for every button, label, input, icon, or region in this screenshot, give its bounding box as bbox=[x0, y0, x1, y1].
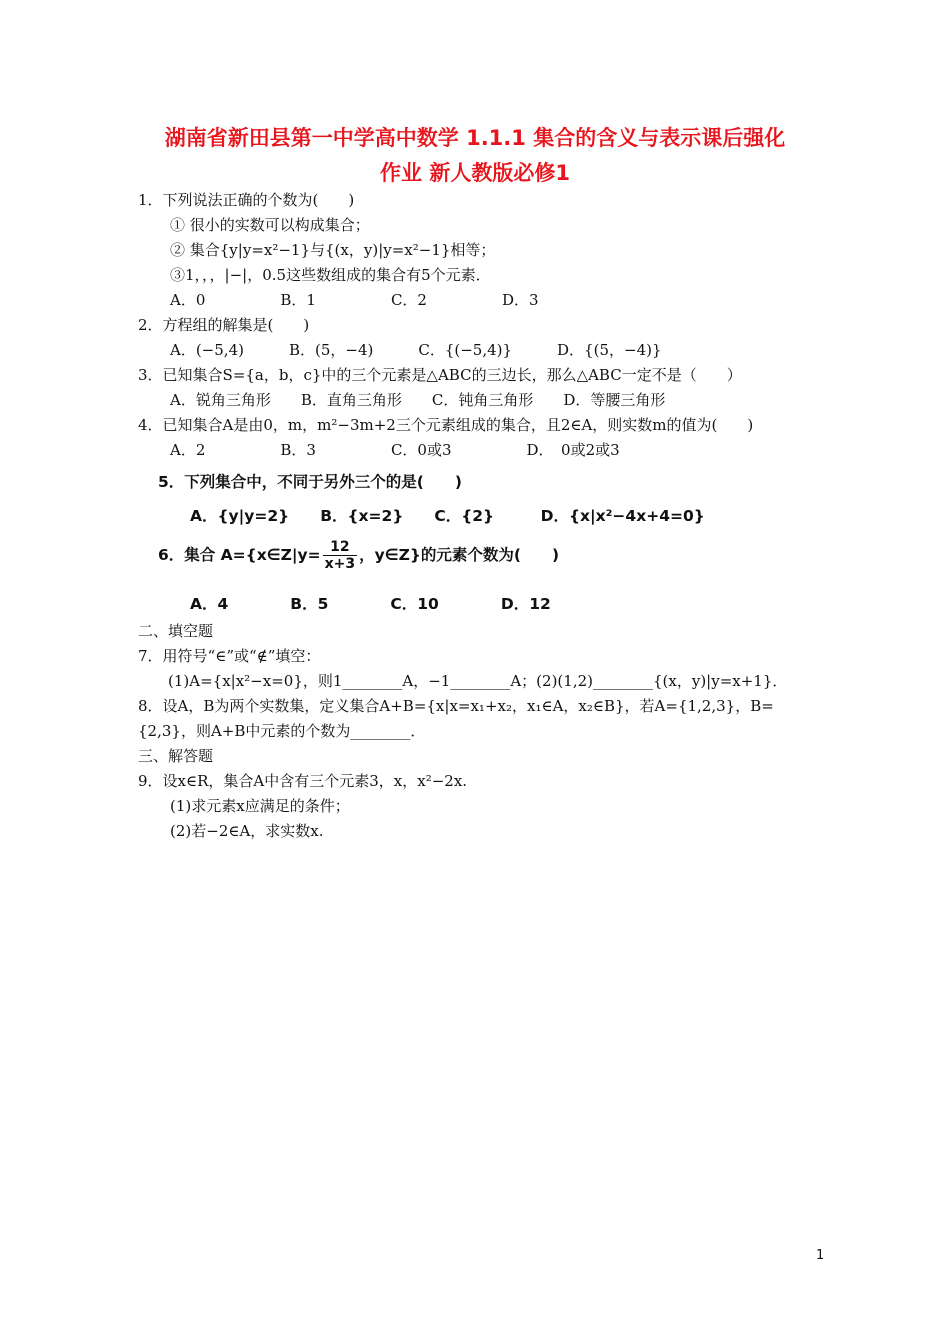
q9-stem: 9．设x∈R，集合A中含有三个元素3，x，x²−2x. bbox=[138, 772, 468, 790]
title-line-1: 湖南省新田县第一中学高中数学 1.1.1 集合的含义与表示课后强化 bbox=[164, 126, 786, 150]
q6-fraction bbox=[323, 539, 358, 572]
q9-part-1: (1)求元素x应满足的条件； bbox=[170, 797, 350, 815]
q5-options: A．{y|y=2} B．{x=2} C．{2} D．{x|x²−4x+4=0} bbox=[190, 507, 705, 525]
q2-options: A．(−5,4) B．(5，−4) C．{(−5,4)} D．{(5，−4)} bbox=[170, 341, 662, 359]
q1-options: A．0 B．1 C．2 D．3 bbox=[170, 291, 539, 309]
q1-statement-2: ② 集合{y|y=x²−1}与{(x，y)|y=x²−1}相等； bbox=[170, 241, 496, 259]
q7-content: (1)A={x|x²−x=0}，则1________A，−1________A；(2)(1,2)________{(x，y)|y=x+1}． bbox=[168, 672, 788, 690]
q6-options: A．4 B．5 C．10 D．12 bbox=[190, 595, 551, 613]
section-fill-in-heading: 二、填空题 bbox=[138, 622, 214, 640]
q5-stem: 5．下列集合中，不同于另外三个的是( ) bbox=[158, 473, 462, 491]
q4-options: A．2 B．3 C．0或3 D． 0或2或3 bbox=[170, 441, 620, 459]
q6-prefix: 6．集合 A={x∈Z|y= bbox=[158, 546, 321, 564]
q8-stem-line-1: 8．设A，B为两个实数集，定义集合A+B={x|x=x₁+x₂，x₁∈A，x₂∈B}，若A={1,2,3}，B= bbox=[138, 697, 774, 715]
q8-stem-line-2: {2,3}，则A+B中元素的个数为________． bbox=[138, 722, 426, 740]
q7-stem: 7．用符号“∈”或“∉”填空： bbox=[138, 647, 321, 665]
q6-numerator: 12 bbox=[323, 539, 358, 556]
q1-statement-1: ① 很小的实数可以构成集合； bbox=[170, 216, 370, 234]
q6-denominator: x+3 bbox=[324, 556, 356, 572]
section-solve-heading: 三、解答题 bbox=[138, 747, 214, 765]
q4-stem: 4．已知集合A是由0，m，m²−3m+2三个元素组成的集合，且2∈A，则实数m的值为( ) bbox=[138, 416, 754, 434]
q9-part-2: (2)若−2∈A，求实数x. bbox=[170, 822, 324, 840]
q1-statement-3: ③1，，，|−|，0.5这些数组成的集合有5个元素． bbox=[170, 266, 491, 284]
q3-options: A．锐角三角形 B．直角三角形 C．钝角三角形 D．等腰三角形 bbox=[170, 391, 666, 409]
page-number: 1 bbox=[816, 1248, 825, 1263]
q3-stem: 3．已知集合S={a，b，c}中的三个元素是△ABC的三边长，那么△ABC一定不是（ ） bbox=[138, 366, 742, 384]
title-line-2: 作业 新人教版必修1 bbox=[380, 161, 570, 185]
q2-stem: 2．方程组的解集是( ) bbox=[138, 316, 310, 334]
q1-stem: 1．下列说法正确的个数为( ) bbox=[138, 191, 355, 209]
q6-suffix: ，y∈Z}的元素个数为( ) bbox=[359, 546, 560, 564]
q6-stem bbox=[158, 538, 559, 572]
